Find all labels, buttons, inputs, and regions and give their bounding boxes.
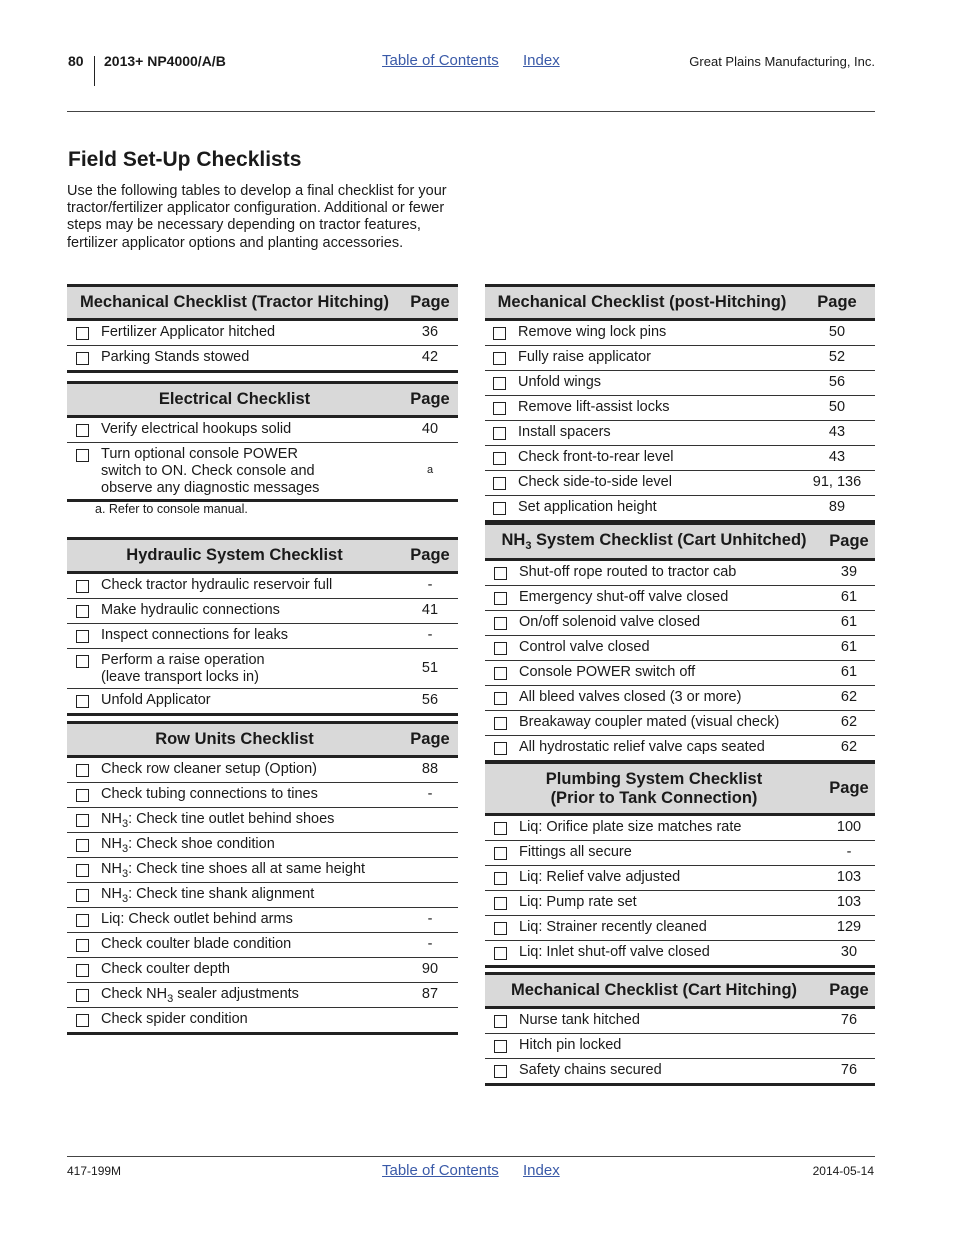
checkbox[interactable] (493, 502, 506, 515)
page-ref: 100 (823, 815, 875, 841)
page-ref: 87 (402, 983, 458, 1008)
checklist-item: Liq: Orifice plate size matches rate (515, 815, 823, 841)
page-column-header: Page (799, 286, 875, 320)
page-number: 80 (68, 53, 84, 69)
checklist-item: On/off solenoid valve closed (515, 611, 823, 636)
page-column-header: Page (402, 286, 458, 320)
checklist-item: Nurse tank hitched (515, 1008, 823, 1034)
tractor-hitching-table (67, 284, 458, 373)
page-ref: 61 (823, 636, 875, 661)
checklist-item: Liq: Pump rate set (515, 891, 823, 916)
checklist-item: Liq: Relief valve adjusted (515, 866, 823, 891)
checkbox[interactable] (76, 789, 89, 802)
footer-rule (67, 1156, 875, 1157)
checkbox[interactable] (493, 427, 506, 440)
table-title: Electrical Checklist (67, 383, 402, 417)
checkbox[interactable] (494, 592, 507, 605)
page-ref: 103 (823, 866, 875, 891)
checklist-item: All hydrostatic relief valve caps seated (515, 736, 823, 762)
checkbox[interactable] (76, 630, 89, 643)
checkbox[interactable] (494, 897, 507, 910)
checkbox[interactable] (493, 477, 506, 490)
checklist-item: Breakaway coupler mated (visual check) (515, 711, 823, 736)
checklist-item: Check front-to-rear level (514, 446, 799, 471)
checklist-item: Liq: Strainer recently cleaned (515, 916, 823, 941)
checklist-item: $NH_3$: Check tine outlet behind shoes (97, 808, 402, 833)
checklist-item: Unfold Applicator (97, 689, 402, 715)
page-ref: 50 (799, 396, 875, 421)
page-ref: 43 (799, 446, 875, 471)
page-ref: - (402, 783, 458, 808)
checkbox[interactable] (76, 605, 89, 618)
checkbox[interactable] (76, 449, 89, 462)
page-column-header: Page (402, 383, 458, 417)
page-column-header: Page (823, 524, 875, 560)
checkbox[interactable] (76, 580, 89, 593)
checkbox[interactable] (76, 914, 89, 927)
checkbox[interactable] (76, 764, 89, 777)
page-ref: - (402, 573, 458, 599)
checklist-item: $NH_3$: Check shoe condition (97, 833, 402, 858)
checkbox[interactable] (76, 424, 89, 437)
checkbox[interactable] (493, 327, 506, 340)
page-ref: 56 (799, 371, 875, 396)
checkbox[interactable] (493, 402, 506, 415)
table-title: Mechanical Checklist (Cart Hitching) (485, 974, 823, 1008)
checkbox[interactable] (494, 667, 507, 680)
checkbox[interactable] (494, 947, 507, 960)
checkbox[interactable] (494, 847, 507, 860)
checkbox[interactable] (494, 642, 507, 655)
table-title: Mechanical Checklist (Tractor Hitching) (67, 286, 402, 320)
checklist-item: Hitch pin locked (515, 1034, 823, 1059)
company-name: Great Plains Manufacturing, Inc. (689, 54, 875, 69)
checklist-item: Safety chains secured (515, 1059, 823, 1085)
checkbox[interactable] (76, 939, 89, 952)
page-ref: 40 (402, 417, 458, 443)
checkbox[interactable] (494, 922, 507, 935)
page-ref: 129 (823, 916, 875, 941)
checkbox[interactable] (494, 617, 507, 630)
header-rule (67, 111, 875, 112)
page-ref (823, 1034, 875, 1059)
checkbox[interactable] (76, 889, 89, 902)
checkbox[interactable] (494, 742, 507, 755)
document-number: 417-199M (67, 1164, 122, 1178)
footer-toc-link[interactable]: Table of Contents (382, 1162, 499, 1179)
checklist-item: Check row cleaner setup (Option) (97, 757, 402, 783)
page-ref: 76 (823, 1008, 875, 1034)
checklist-item: Unfold wings (514, 371, 799, 396)
checkbox[interactable] (494, 717, 507, 730)
page-column-header: Page (402, 723, 458, 757)
page-ref (402, 883, 458, 908)
page-ref: 39 (823, 560, 875, 586)
checkbox[interactable] (76, 839, 89, 852)
checklist-item: Set application height (514, 496, 799, 522)
checklist-item: Check coulter blade condition (97, 933, 402, 958)
checkbox[interactable] (494, 872, 507, 885)
page-ref: 62 (823, 686, 875, 711)
model-name: 2013+ NP4000/A/B (104, 53, 226, 69)
checklist-item: Check tractor hydraulic reservoir full (97, 573, 402, 599)
table-title: Mechanical Checklist (post-Hitching) (485, 286, 799, 320)
checkbox[interactable] (76, 327, 89, 340)
checkbox[interactable] (493, 377, 506, 390)
page-ref: 76 (823, 1059, 875, 1085)
checkbox[interactable] (494, 692, 507, 705)
hydraulic-table (67, 537, 458, 716)
page-ref: - (402, 933, 458, 958)
row-units-table (67, 721, 458, 1035)
page-ref: 51 (402, 649, 458, 689)
checklist-item: Turn optional console POWER switch to ON. Check console and observe any diagnostic messages (97, 443, 402, 501)
page-ref: 41 (402, 599, 458, 624)
checklist-item: Fertilizer Applicator hitched (97, 320, 402, 346)
checkbox[interactable] (494, 1040, 507, 1053)
checklist-item: Fittings all secure (515, 841, 823, 866)
checkbox[interactable] (493, 452, 506, 465)
table-title: Hydraulic System Checklist (67, 539, 402, 573)
page-ref: 62 (823, 711, 875, 736)
page-ref: - (402, 908, 458, 933)
page-ref: 42 (402, 346, 458, 372)
page-ref: 30 (823, 941, 875, 967)
page-ref: 89 (799, 496, 875, 522)
checklist-item: All bleed valves closed (3 or more) (515, 686, 823, 711)
checkbox[interactable] (494, 567, 507, 580)
page-ref: 90 (402, 958, 458, 983)
page-ref: 43 (799, 421, 875, 446)
checkbox[interactable] (76, 864, 89, 877)
checkbox[interactable] (494, 1065, 507, 1078)
checklist-item: Console POWER switch off (515, 661, 823, 686)
checklist-item: Emergency shut-off valve closed (515, 586, 823, 611)
page-title: Field Set-Up Checklists (68, 148, 302, 171)
page-column-header: Page (402, 539, 458, 573)
post-hitching-table (485, 284, 875, 523)
footnote-marker: a (426, 464, 434, 477)
checkbox[interactable] (76, 655, 89, 668)
nh3-system-table (485, 522, 875, 763)
page-ref (402, 858, 458, 883)
checklist-item: Liq: Check outlet behind arms (97, 908, 402, 933)
checklist-item: Check side-to-side level (514, 471, 799, 496)
page-ref: 61 (823, 586, 875, 611)
checklist-item: Verify electrical hookups solid (97, 417, 402, 443)
checklist-item: Check $NH_3$ sealer adjustments (97, 983, 402, 1008)
page-ref: 88 (402, 757, 458, 783)
checkbox[interactable] (493, 352, 506, 365)
table-title: Plumbing System Checklist (Prior to Tank Connection) (485, 763, 823, 815)
page-ref: 56 (402, 689, 458, 715)
page-ref: 61 (823, 661, 875, 686)
checklist-item: Fully raise applicator (514, 346, 799, 371)
checklist-item: $NH_3$: Check tine shank alignment (97, 883, 402, 908)
page-ref: - (823, 841, 875, 866)
checklist-item: Check spider condition (97, 1008, 402, 1034)
page-ref: 52 (799, 346, 875, 371)
checkbox[interactable] (76, 1014, 89, 1027)
page-ref (402, 1008, 458, 1034)
footnote: a. Refer to console manual. (95, 502, 248, 516)
header-toc-link[interactable]: Table of Contents (382, 52, 499, 69)
page-ref (402, 808, 458, 833)
checkbox[interactable] (76, 989, 89, 1002)
checkbox[interactable] (76, 964, 89, 977)
checklist-item: Liq: Inlet shut-off valve closed (515, 941, 823, 967)
page-ref: - (402, 624, 458, 649)
footer-index-link[interactable]: Index (523, 1162, 560, 1179)
electrical-table (67, 381, 458, 502)
checklist-item: Remove wing lock pins (514, 320, 799, 346)
checklist-item: Parking Stands stowed (97, 346, 402, 372)
checklist-item: Shut-off rope routed to tractor cab (515, 560, 823, 586)
checkbox[interactable] (494, 1015, 507, 1028)
checklist-item: Make hydraulic connections (97, 599, 402, 624)
checklist-item: Control valve closed (515, 636, 823, 661)
table-title: $NH_3$ System Checklist (Cart Unhitched) (485, 524, 823, 560)
page-column-header: Page (823, 974, 875, 1008)
cart-hitching-table (485, 972, 875, 1086)
checkbox[interactable] (76, 814, 89, 827)
checklist-item: $NH_3$: Check tine shoes all at same height (97, 858, 402, 883)
page-ref: 62 (823, 736, 875, 762)
checklist-item: Perform a raise operation (leave transport locks in) (97, 649, 402, 689)
page-ref: 36 (402, 320, 458, 346)
page-ref (402, 833, 458, 858)
table-title: Row Units Checklist (67, 723, 402, 757)
page-ref: 103 (823, 891, 875, 916)
checklist-item: Inspect connections for leaks (97, 624, 402, 649)
intro-paragraph: Use the following tables to develop a final checklist for your tractor/fertilizer applicator configuration. Additional or fewer steps may be necessary depending on tractor features, fertilizer applicator options and planting accessories. (67, 183, 447, 251)
page-column-header: Page (823, 763, 875, 815)
page-ref: 91, 136 (799, 471, 875, 496)
checkbox[interactable] (494, 822, 507, 835)
page-ref: 50 (799, 320, 875, 346)
checkbox[interactable] (76, 352, 89, 365)
header-index-link[interactable]: Index (523, 52, 560, 69)
header-divider (94, 56, 95, 86)
plumbing-table (485, 761, 875, 968)
checkbox[interactable] (76, 695, 89, 708)
checklist-item: Check tubing connections to tines (97, 783, 402, 808)
checklist-item: Check coulter depth (97, 958, 402, 983)
checklist-item: Install spacers (514, 421, 799, 446)
checklist-item: Remove lift-assist locks (514, 396, 799, 421)
page-ref: 61 (823, 611, 875, 636)
document-date: 2014-05-14 (812, 1164, 874, 1178)
